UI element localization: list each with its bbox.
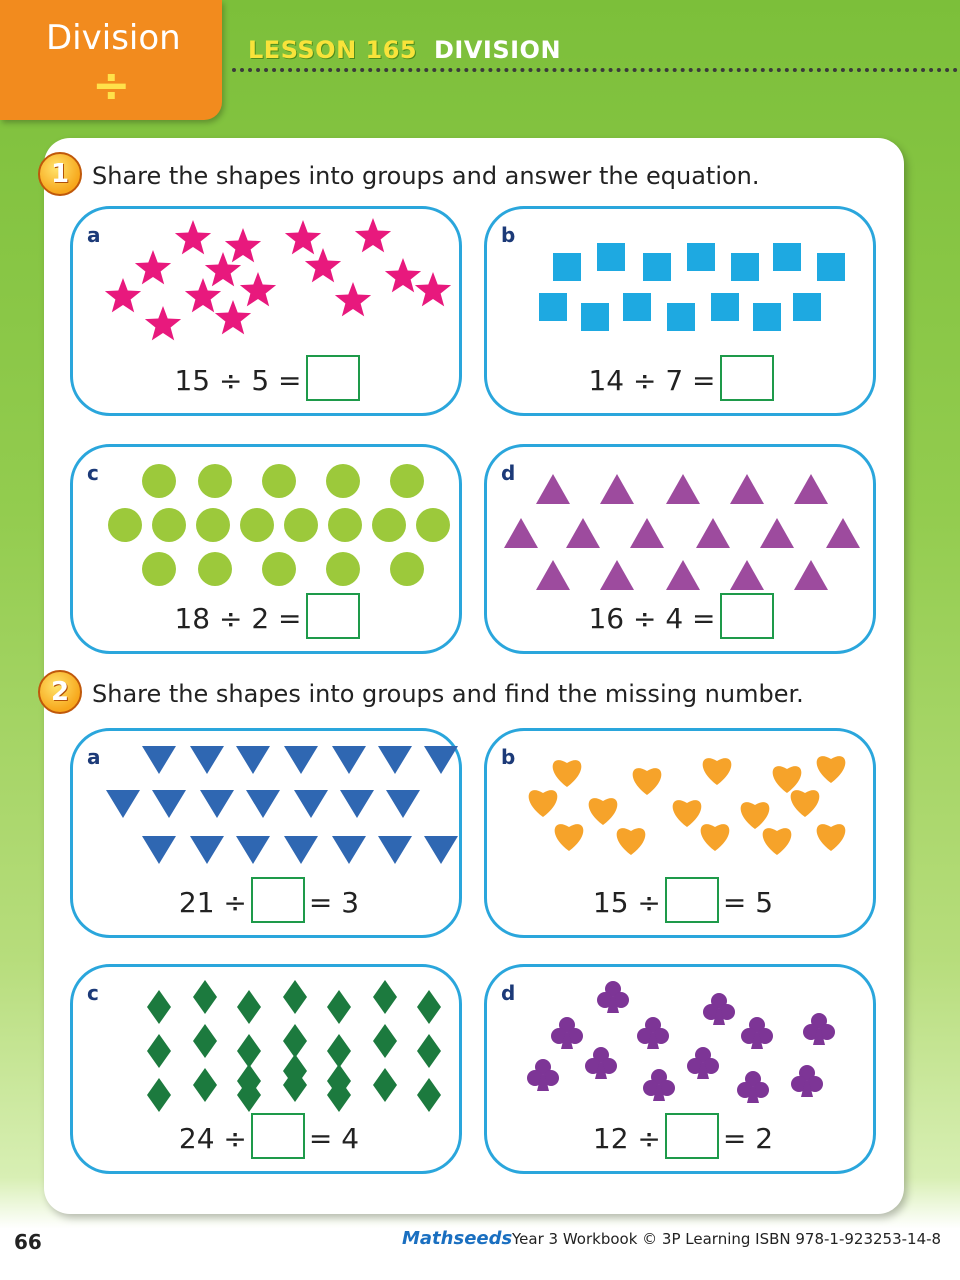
- down-triangle-icon: [246, 790, 280, 818]
- square-icon: [581, 303, 609, 331]
- equation-text: 21 ÷: [178, 886, 247, 919]
- club-icon: [551, 1017, 583, 1049]
- part-label: a: [87, 223, 101, 247]
- chapter-tab: [0, 0, 222, 120]
- star-icon: [335, 282, 371, 316]
- question-2-part-d: [484, 964, 876, 1174]
- equation: [73, 881, 465, 927]
- star-icon: [145, 306, 181, 340]
- star-icon: [415, 272, 451, 306]
- diamond-icon: [237, 990, 261, 1024]
- down-triangle-icon: [200, 790, 234, 818]
- diamond-icon: [147, 990, 171, 1024]
- square-icon: [539, 293, 567, 321]
- answer-box[interactable]: [720, 593, 774, 639]
- question-1-part-d: [484, 444, 876, 654]
- down-triangle-icon: [106, 790, 140, 818]
- down-triangle-icon: [332, 836, 366, 864]
- down-triangle-icon: [424, 836, 458, 864]
- triangle-icon: [730, 560, 764, 590]
- equation-tail: = 2: [722, 1122, 774, 1155]
- equation: [73, 597, 465, 643]
- down-triangle-icon: [378, 746, 412, 774]
- triangle-icon: [536, 474, 570, 504]
- down-triangle-icon: [386, 790, 420, 818]
- square-icon: [773, 243, 801, 271]
- circle-icon: [416, 508, 450, 542]
- heart-icon: [773, 766, 802, 793]
- diamond-icon: [417, 990, 441, 1024]
- equation-text: 14 ÷ 7 =: [588, 364, 716, 397]
- equation: [487, 1117, 879, 1163]
- star-icon: [355, 218, 391, 252]
- club-icon: [791, 1065, 823, 1097]
- square-icon: [711, 293, 739, 321]
- answer-box[interactable]: [720, 355, 774, 401]
- question-1-badge: 1: [38, 152, 82, 196]
- question-1-part-c: [70, 444, 462, 654]
- equation-text: 24 ÷: [178, 1122, 247, 1155]
- circle-icon: [262, 552, 296, 586]
- down-triangle-icon: [142, 746, 176, 774]
- heart-icon: [791, 790, 820, 817]
- heart-icon: [673, 800, 702, 827]
- question-2-badge: 2: [38, 670, 82, 714]
- dotted-divider: [232, 68, 958, 72]
- square-icon: [687, 243, 715, 271]
- down-triangle-icon: [142, 836, 176, 864]
- club-icon: [527, 1059, 559, 1091]
- heart-icon: [701, 824, 730, 851]
- star-icon: [175, 220, 211, 254]
- diamond-icon: [147, 1078, 171, 1112]
- circle-icon: [142, 464, 176, 498]
- circle-icon: [196, 508, 230, 542]
- square-icon: [817, 253, 845, 281]
- page-number: 66: [14, 1230, 42, 1254]
- star-icon: [135, 250, 171, 284]
- footer-info: Year 3 Workbook © 3P Learning ISBN 978-1-923253-14-8: [512, 1230, 942, 1248]
- heart-icon: [817, 756, 846, 783]
- diamond-icon: [327, 990, 351, 1024]
- circle-icon: [284, 508, 318, 542]
- heart-icon: [553, 760, 582, 787]
- heart-icon: [555, 824, 584, 851]
- square-icon: [597, 243, 625, 271]
- heart-icon: [817, 824, 846, 851]
- answer-box[interactable]: [665, 1113, 719, 1159]
- triangle-icon: [666, 474, 700, 504]
- circle-icon: [108, 508, 142, 542]
- triangle-icon: [600, 474, 634, 504]
- star-icon: [240, 272, 276, 306]
- question-2-part-b: [484, 728, 876, 938]
- part-label: b: [501, 223, 516, 247]
- square-icon: [553, 253, 581, 281]
- triangle-icon: [794, 560, 828, 590]
- down-triangle-icon: [190, 746, 224, 774]
- diamond-icon: [193, 980, 217, 1014]
- circle-icon: [198, 464, 232, 498]
- triangle-icon: [600, 560, 634, 590]
- star-icon: [215, 300, 251, 334]
- diamond-icon: [237, 1034, 261, 1068]
- club-icon: [637, 1017, 669, 1049]
- circle-icon: [240, 508, 274, 542]
- diamond-icon: [283, 980, 307, 1014]
- diamond-icon: [373, 1024, 397, 1058]
- question-2-part-c: [70, 964, 462, 1174]
- equation-text: 15 ÷ 5 =: [174, 364, 302, 397]
- square-icon: [643, 253, 671, 281]
- diamond-icon: [417, 1078, 441, 1112]
- equation: [487, 597, 879, 643]
- down-triangle-icon: [236, 836, 270, 864]
- down-triangle-icon: [152, 790, 186, 818]
- circle-icon: [328, 508, 362, 542]
- club-icon: [643, 1069, 675, 1101]
- club-icon: [737, 1071, 769, 1103]
- diamond-icon: [417, 1034, 441, 1068]
- diamond-icon: [283, 1024, 307, 1058]
- down-triangle-icon: [378, 836, 412, 864]
- triangle-icon: [730, 474, 764, 504]
- part-label: d: [501, 981, 516, 1005]
- answer-box[interactable]: [665, 877, 719, 923]
- equation-text: 18 ÷ 2 =: [174, 602, 302, 635]
- equation: [73, 1117, 465, 1163]
- down-triangle-icon: [236, 746, 270, 774]
- heart-icon: [741, 802, 770, 829]
- triangle-icon: [566, 518, 600, 548]
- part-label: b: [501, 745, 516, 769]
- down-triangle-icon: [340, 790, 374, 818]
- diamond-icon: [193, 1024, 217, 1058]
- club-icon: [703, 993, 735, 1025]
- heart-icon: [633, 768, 662, 795]
- heart-icon: [589, 798, 618, 825]
- circle-icon: [152, 508, 186, 542]
- club-icon: [687, 1047, 719, 1079]
- triangle-icon: [504, 518, 538, 548]
- equation: [487, 881, 879, 927]
- star-icon: [385, 258, 421, 292]
- lesson-topic: DIVISION: [433, 36, 562, 64]
- answer-box[interactable]: [251, 1113, 305, 1159]
- lesson-label: LESSON 165: [248, 36, 418, 64]
- equation-text: 12 ÷: [592, 1122, 661, 1155]
- part-label: c: [87, 981, 99, 1005]
- triangle-icon: [536, 560, 570, 590]
- question-2-instruction: Share the shapes into groups and find the missing number.: [92, 680, 804, 708]
- circle-icon: [326, 552, 360, 586]
- club-icon: [585, 1047, 617, 1079]
- down-triangle-icon: [284, 836, 318, 864]
- chapter-title: Division: [46, 18, 181, 58]
- part-label: a: [87, 745, 101, 769]
- worksheet-card: [44, 138, 904, 1214]
- diamond-icon: [373, 1068, 397, 1102]
- heart-icon: [617, 828, 646, 855]
- lesson-heading: [248, 36, 561, 64]
- club-icon: [803, 1013, 835, 1045]
- answer-box[interactable]: [306, 355, 360, 401]
- question-1-instruction: Share the shapes into groups and answer the equation.: [92, 162, 760, 190]
- equation-text: 15 ÷: [592, 886, 661, 919]
- square-icon: [793, 293, 821, 321]
- mathseeds-logo: Mathseeds: [402, 1228, 513, 1249]
- triangle-icon: [794, 474, 828, 504]
- star-icon: [105, 278, 141, 312]
- circle-icon: [262, 464, 296, 498]
- square-icon: [623, 293, 651, 321]
- diamond-icon: [193, 1068, 217, 1102]
- equation: [487, 359, 879, 405]
- heart-icon: [529, 790, 558, 817]
- club-icon: [741, 1017, 773, 1049]
- equation: [73, 359, 465, 405]
- division-symbol-icon: ÷: [92, 58, 131, 112]
- equation-tail: = 3: [308, 886, 360, 919]
- square-icon: [753, 303, 781, 331]
- triangle-icon: [630, 518, 664, 548]
- equation-tail: = 4: [308, 1122, 360, 1155]
- club-icon: [597, 981, 629, 1013]
- circle-icon: [326, 464, 360, 498]
- star-icon: [305, 248, 341, 282]
- circle-icon: [198, 552, 232, 586]
- down-triangle-icon: [424, 746, 458, 774]
- triangle-icon: [696, 518, 730, 548]
- down-triangle-icon: [294, 790, 328, 818]
- diamond-icon: [147, 1034, 171, 1068]
- equation-tail: = 5: [722, 886, 774, 919]
- down-triangle-icon: [190, 836, 224, 864]
- circle-icon: [390, 464, 424, 498]
- star-icon: [285, 220, 321, 254]
- diamond-icon: [327, 1034, 351, 1068]
- answer-box[interactable]: [306, 593, 360, 639]
- question-1-part-b: [484, 206, 876, 416]
- triangle-icon: [760, 518, 794, 548]
- square-icon: [667, 303, 695, 331]
- answer-box[interactable]: [251, 877, 305, 923]
- down-triangle-icon: [284, 746, 318, 774]
- heart-icon: [703, 758, 732, 785]
- triangle-icon: [826, 518, 860, 548]
- heart-icon: [763, 828, 792, 855]
- part-label: c: [87, 461, 99, 485]
- diamond-icon: [373, 980, 397, 1014]
- down-triangle-icon: [332, 746, 366, 774]
- star-icon: [225, 228, 261, 262]
- question-1-part-a: [70, 206, 462, 416]
- circle-icon: [142, 552, 176, 586]
- part-label: d: [501, 461, 516, 485]
- triangle-icon: [666, 560, 700, 590]
- equation-text: 16 ÷ 4 =: [588, 602, 716, 635]
- square-icon: [731, 253, 759, 281]
- circle-icon: [390, 552, 424, 586]
- question-2-part-a: [70, 728, 462, 938]
- circle-icon: [372, 508, 406, 542]
